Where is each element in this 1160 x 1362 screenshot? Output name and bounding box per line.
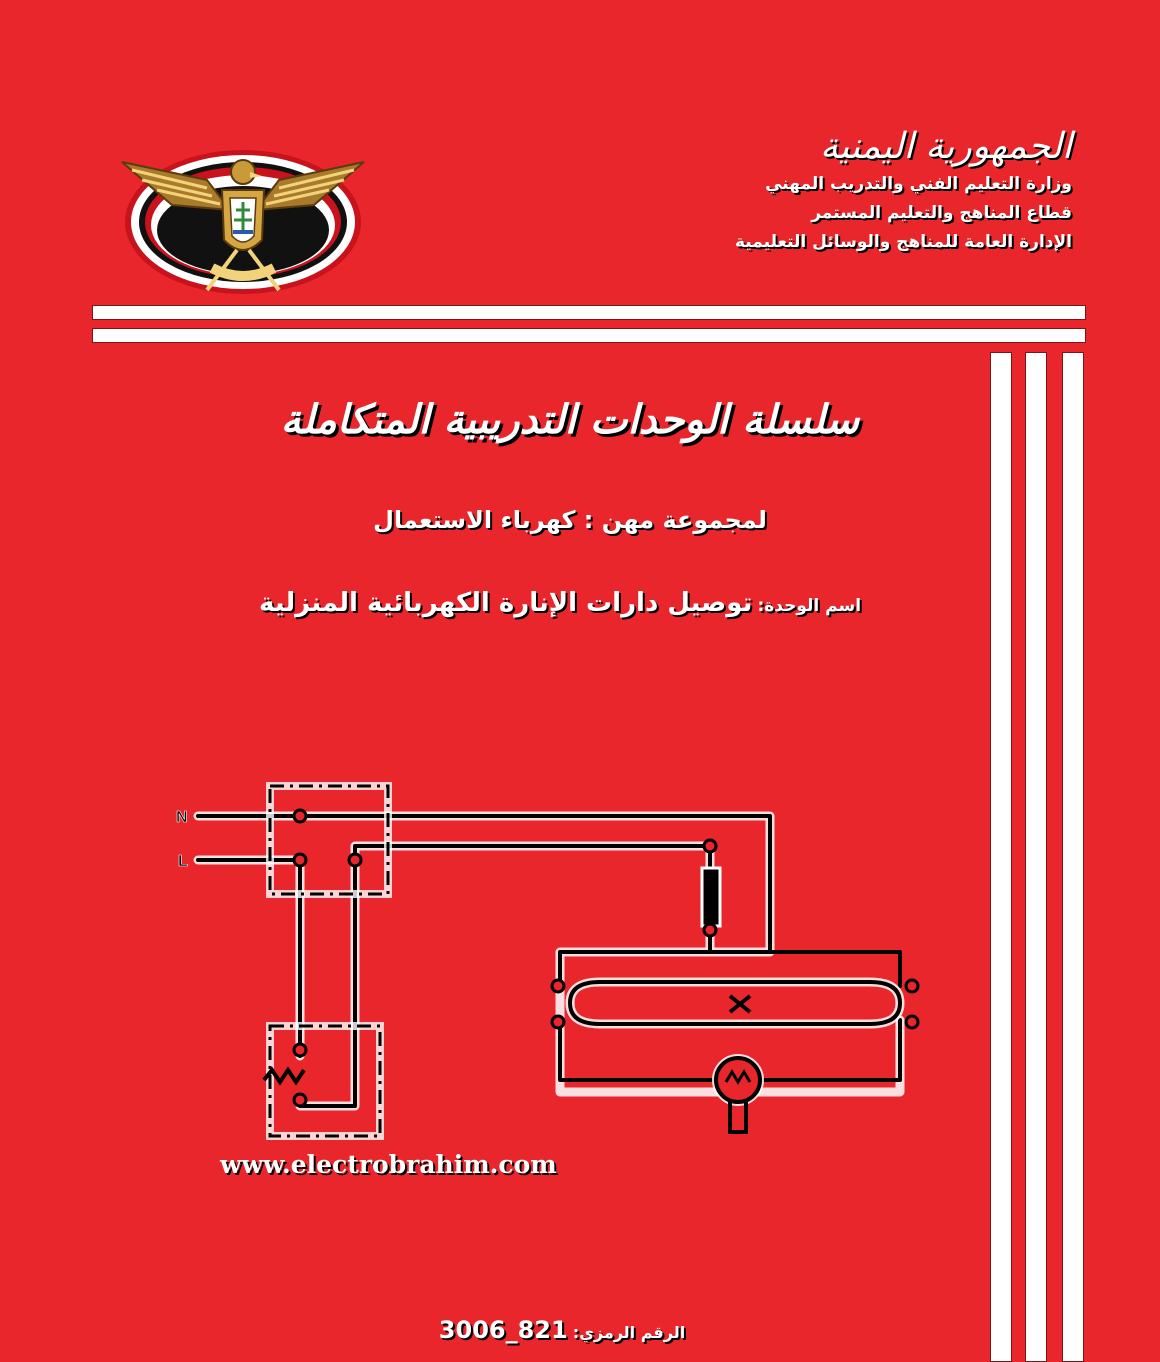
code-value: 821_3006 (438, 1316, 568, 1344)
website-url: www.electrobrahim.com (220, 1150, 557, 1179)
sector-name: قطاع المناهج والتعليم المستمر (811, 203, 1072, 223)
republic-name: الجمهورية اليمنية (819, 126, 1072, 167)
unit-label: اسم الوحدة: (757, 596, 862, 616)
trade-group-line: لمجموعة مهن : كهرباء الاستعمال (373, 506, 767, 534)
yemen-emblem-icon (112, 150, 374, 300)
neutral-label: N (176, 809, 188, 826)
fluorescent-wiring-diagram (160, 760, 960, 1160)
code-label: الرقم الرمزي: (572, 1323, 686, 1342)
unit-name: توصيل دارات الإنارة الكهربائية المنزلية (258, 588, 753, 618)
divider-bar-bottom (92, 328, 1086, 343)
ministry-name: وزارة التعليم الفني والتدريب المهني (765, 174, 1072, 194)
series-title: سلسلة الوحدات التدريبية المتكاملة (280, 396, 860, 443)
code-number-line (412, 1316, 712, 1344)
vertical-bar-2 (1025, 352, 1047, 1362)
header-block (632, 124, 1072, 257)
vertical-bar-1 (990, 352, 1012, 1362)
unit-name-line (190, 588, 930, 618)
vertical-bar-3 (1062, 352, 1084, 1362)
line-label: L (178, 853, 188, 870)
directorate-name: الإدارة العامة للمناهج والوسائل التعليمية (734, 232, 1072, 252)
divider-bar-top (92, 305, 1086, 320)
